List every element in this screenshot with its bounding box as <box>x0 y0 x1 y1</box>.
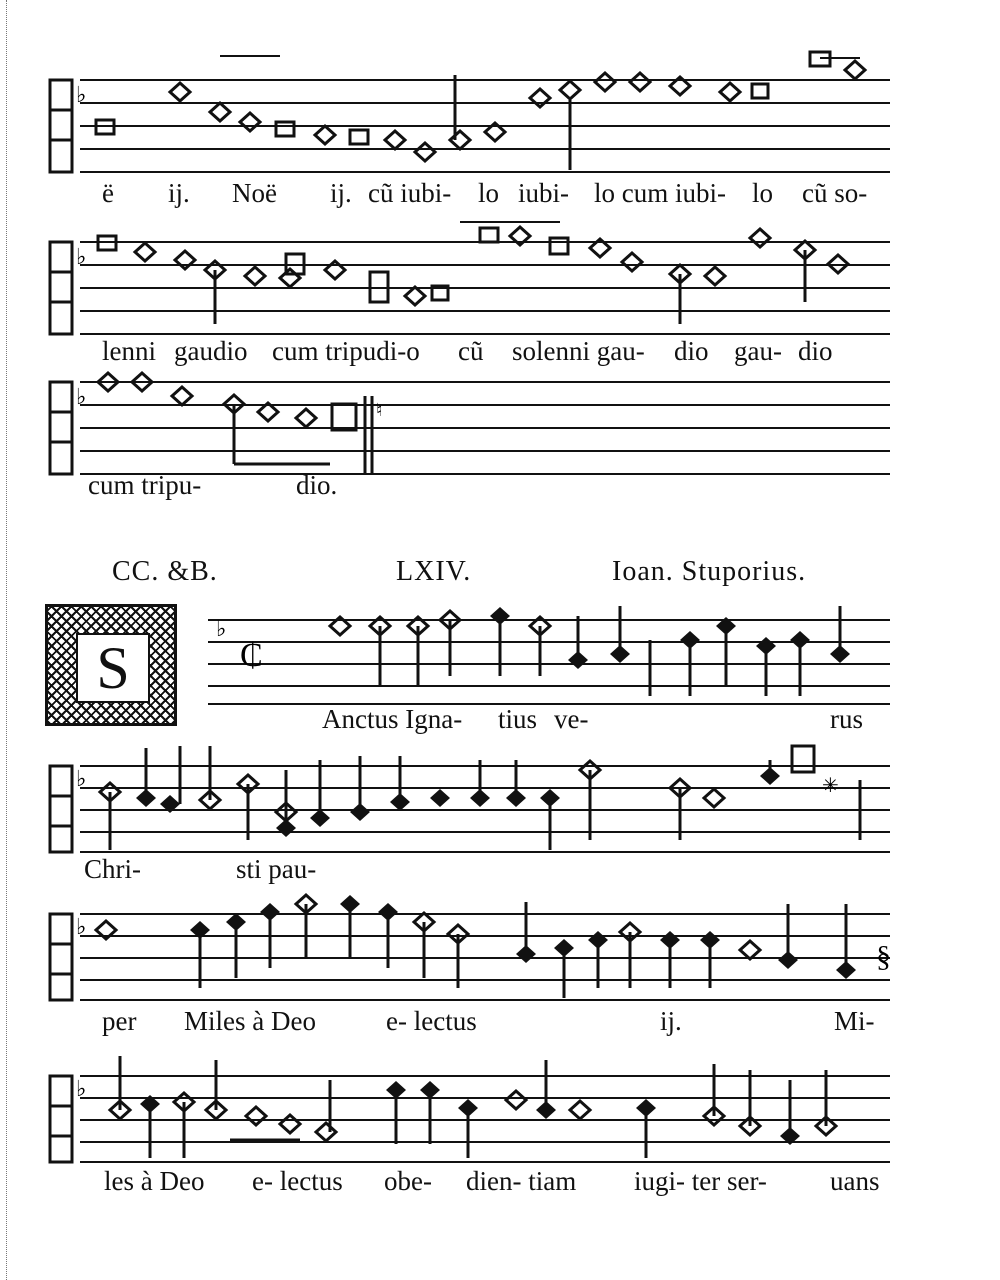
flat-icon: ♭ <box>76 384 87 409</box>
lyric-syllable: lo cum iubi- <box>594 178 726 208</box>
lyric-syllable: Mi- <box>834 1006 875 1036</box>
page-binding-edge <box>0 0 7 1280</box>
clef-icon <box>50 382 72 474</box>
initial-letter: S <box>76 633 150 703</box>
music-system-1 <box>40 40 900 220</box>
staff-2 <box>40 212 900 342</box>
lyric-syllable: cum tripudi-o <box>272 336 420 366</box>
staff-4 <box>40 596 900 706</box>
lyric-syllable: cũ iubi- <box>368 178 452 208</box>
lyrics-line-4 <box>40 704 900 744</box>
lyric-syllable: ë <box>102 178 114 208</box>
clef-icon <box>50 80 72 172</box>
lyric-syllable: dien- tiam <box>466 1166 577 1196</box>
lyric-syllable: obe- <box>384 1166 432 1196</box>
lyric-syllable: ij. <box>660 1006 682 1036</box>
lyric-syllable: per <box>102 1006 137 1036</box>
lyric-syllable: Noë <box>232 178 277 208</box>
lyric-syllable: tius <box>498 704 538 734</box>
clef-icon <box>50 766 72 852</box>
lyric-syllable: lo <box>752 178 774 208</box>
composer-name: Ioan. Stuporius. <box>612 556 807 587</box>
piece-number: LXIV. <box>396 556 472 587</box>
sharp-icon: ✳ <box>822 775 839 797</box>
lyric-syllable: ij. <box>168 178 190 208</box>
lyric-syllable: dio <box>798 336 833 366</box>
clef-icon <box>50 242 72 334</box>
staff-6 <box>40 888 900 1008</box>
lyrics-line-3 <box>40 470 900 510</box>
clef-icon <box>50 914 72 1000</box>
lyric-syllable: Anctus Igna- <box>322 704 463 734</box>
music-system-2 <box>40 212 900 372</box>
lyric-syllable: cũ <box>458 336 484 366</box>
flat-icon: ♭ <box>216 616 227 641</box>
lyric-syllable: dio <box>674 336 709 366</box>
lyric-syllable: cũ so- <box>802 178 868 208</box>
lyric-syllable: les à Deo <box>104 1166 205 1196</box>
lyric-syllable: dio. <box>296 470 338 500</box>
fermata-icon: ♮ <box>376 400 383 420</box>
lyric-syllable: Miles à Deo <box>184 1006 316 1036</box>
music-system-4 <box>40 596 900 746</box>
lyric-syllable: solenni gau- <box>512 336 645 366</box>
lyric-syllable: rus <box>830 704 863 734</box>
lyric-syllable: iubi- <box>518 178 569 208</box>
flat-icon: ♭ <box>76 1076 87 1101</box>
music-system-3 <box>40 356 900 506</box>
lyric-syllable: Chri- <box>84 854 141 884</box>
flat-icon: ♭ <box>76 914 87 939</box>
music-system-7 <box>40 1040 900 1210</box>
lyric-syllable: ij. <box>330 178 352 208</box>
lyric-syllable: sti pau- <box>236 854 317 884</box>
lyrics-line-7 <box>40 1166 900 1206</box>
lyric-syllable: e- lectus <box>386 1006 477 1036</box>
staff-5 <box>40 740 900 860</box>
lyric-syllable: uans <box>830 1166 880 1196</box>
flat-icon: ♭ <box>76 82 87 107</box>
lyric-syllable: iugi- ter ser- <box>634 1166 767 1196</box>
lyric-syllable: cum tripu- <box>88 470 202 500</box>
voices-label: CC. &B. <box>112 556 218 587</box>
flat-icon: ♭ <box>76 244 87 269</box>
lyric-syllable: e- lectus <box>252 1166 343 1196</box>
lyric-syllable: ve- <box>554 704 589 734</box>
staff-1 <box>40 40 900 190</box>
custos-icon: § <box>876 940 891 973</box>
music-system-5 <box>40 740 900 890</box>
lyric-syllable: lenni <box>102 336 156 366</box>
lyric-syllable: gaudio <box>174 336 248 366</box>
lyric-syllable: gau- <box>734 336 782 366</box>
piece-header <box>40 556 900 596</box>
staff-3 <box>40 356 900 486</box>
flat-icon: ♭ <box>76 766 87 791</box>
time-signature-icon: ₵ <box>240 637 263 674</box>
clef-icon <box>50 1076 72 1162</box>
lyric-syllable: lo <box>478 178 500 208</box>
staff-7 <box>40 1040 900 1170</box>
music-system-6 <box>40 888 900 1048</box>
